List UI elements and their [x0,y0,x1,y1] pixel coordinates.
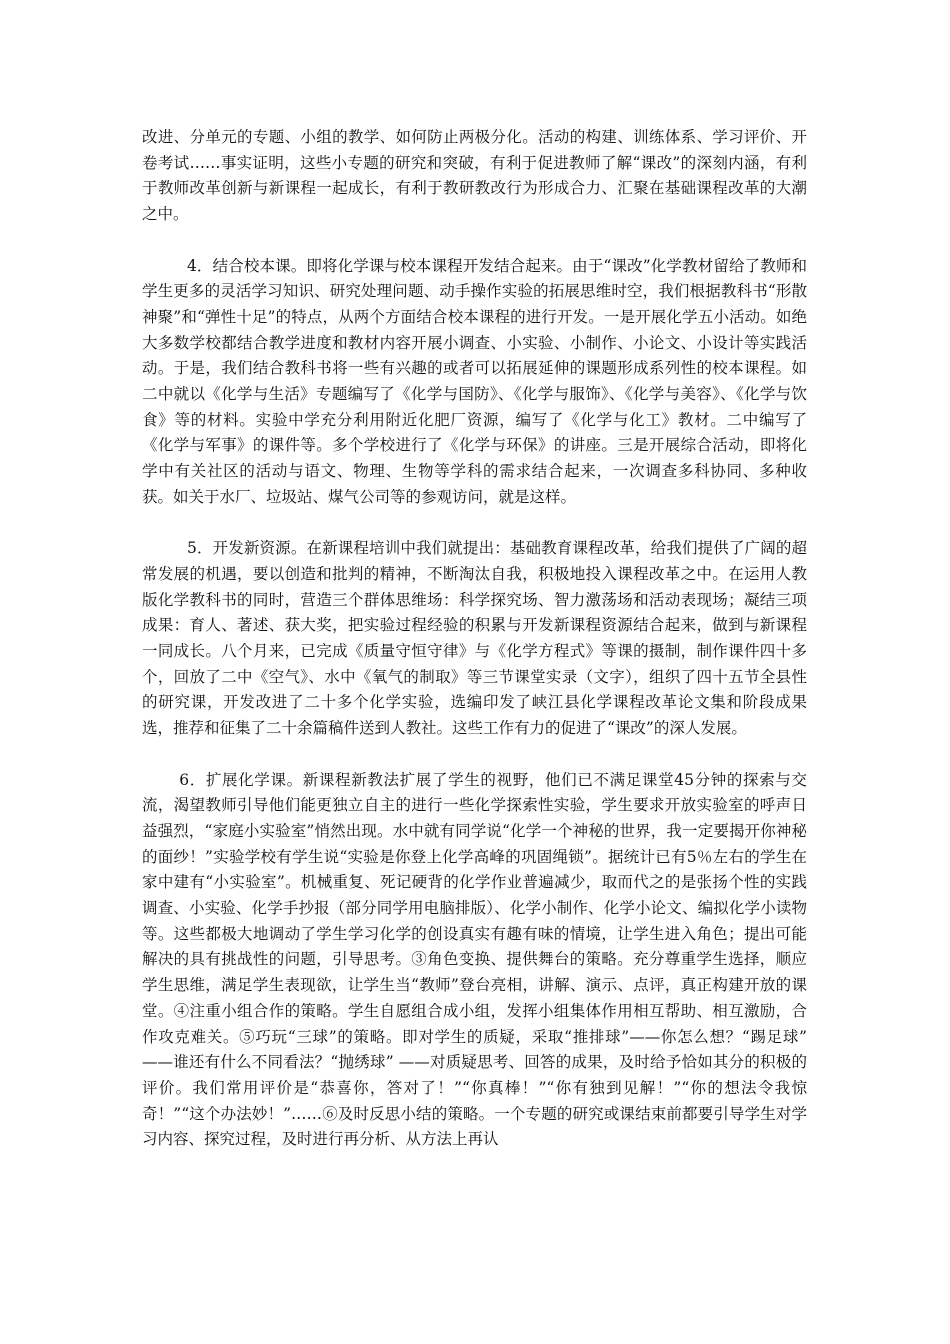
paragraph-gap [142,511,807,537]
paragraph-gap [142,228,807,254]
paragraph-extend-chemistry: 6．扩展化学课。新课程新教法扩展了学生的视野，他们已不满足课堂45分钟的探索与交流，渴望教师引导他们能更独立自主的进行一些化学探索性实验，学生要求开放实验室的呼声日益强烈，“家庭小实验室”悄然出现。水中就有同学说“化学一个神秘的世界，我一定要揭开你神秘的面纱！”实验学校有学生说“实验是你登上化学高峰的巩固绳锁”。据统计已有5％左右的学生在家中建有“小实验室”。机械重复、死记硬背的化学作业普遍减少，取而代之的是张扬个性的实践调查、小实验、化学手抄报（部分同学用电脑排版）、化学小制作、化学小论文、编拟化学小读物等。这些都极大地调动了学生学习化学的创设真实有趣有味的情境，让学生进入角色；提出可能解决的具有挑战性的问题，引导思考。③角色变换、提供舞台的策略。充分尊重学生选择，顺应学生思维，满足学生表现欲，让学生当“教师”登台亮相，讲解、演示、点评，真正构建开放的课堂。④注重小组合作的策略。学生自愿组合成小组，发挥小组集体作用相互帮助、相互激励，合作攻克难关。⑤巧玩“三球”的策略。即对学生的质疑，采取“推排球”——你怎么想？“踢足球” ——谁还有什么不同看法？“抛绣球” ——对质疑思考、回答的成果，及时给予恰如其分的积极的评价。我们常用评价是“恭喜你，答对了！”“你真棒！”“你有独到见解！”“你的想法令我惊奇！”“这个办法妙！”……⑥及时反思小结的策略。一个专题的研究或课结束前都要引导学生对学习内容、探究过程，及时进行再分析、从方法上再认 [142,770,812,1149]
paragraph-continuation: 改进、分单元的专题、小组的教学、如何防止两极分化。活动的构建、训练体系、学习评价、开卷考试……事实证明，这些小专题的研究和突破，有利于促进教师了解“课改”的深刻内涵，有利于教师改革创新与新课程一起成长，有利于教研教改行为形成合力、汇聚在基础课程改革的大潮之中。 [142,128,807,224]
paragraph-school-curriculum: 4．结合校本课。即将化学课与校本课程开发结合起来。由于“课改”化学教材留给了教师和学生更多的灵活学习知识、研究处理问题、动手操作实验的拓展思维时空，我们根据教科书“形散神聚”和“弹性十足”的特点，从两个方面结合校本课程的进行开发。一是开展化学五小活动。如绝大多数学校都结合教学进度和教材内容开展小调查、小实验、小制作、小论文、小设计等实践活动。于是，我们结合教科书将一些有兴趣的或者可以拓展延伸的课题形成系列性的校本课程。如二中就以《化学与生活》专题编写了《化学与国防》、《化学与服饰》、《化学与美容》、《化学与饮食》等的材料。实验中学充分利用附近化肥厂资源，编写了《化学与化工》教材。二中编写了《化学与军事》的课件等。多个学校进行了《化学与环保》的讲座。三是开展综合活动，即将化学中有关社区的活动与语文、物理、生物等学科的需求结合起来，一次调查多科协同、多种收获。如关于水厂、垃圾站、煤气公司等的参观访问，就是这样。 [142,256,807,506]
document-body [142,125,812,1153]
paragraph-new-resources: 5．开发新资源。在新课程培训中我们就提出：基础教育课程改革，给我们提供了广阔的超常发展的机遇，要以创造和批判的精神，不断淘汰自我，积极地投入课程改革之中。在运用人教版化学教科书的同时，营造三个群体思维场：科学探究场、智力激荡场和活动表现场；凝结三项成果：育人、著述、获大奖，把实验过程经验的积累与开发新课程资源结合起来，做到与新课程一同成长。八个月来，已完成《质量守恒守律》与《化学方程式》等课的摄制，制作课件四十多个，回放了二中《空气》、水中《氧气的制取》等三节课堂实录（文字），组织了四十五节全县性的研究课，开发改进了二十多个化学实验，选编印发了峡江县化学课程改革论文集和阶段成果选，推荐和征集了二十余篇稿件送到人教社。这些工作有力的促进了“课改”的深人发展。 [142,539,807,738]
paragraph-gap [142,742,807,768]
